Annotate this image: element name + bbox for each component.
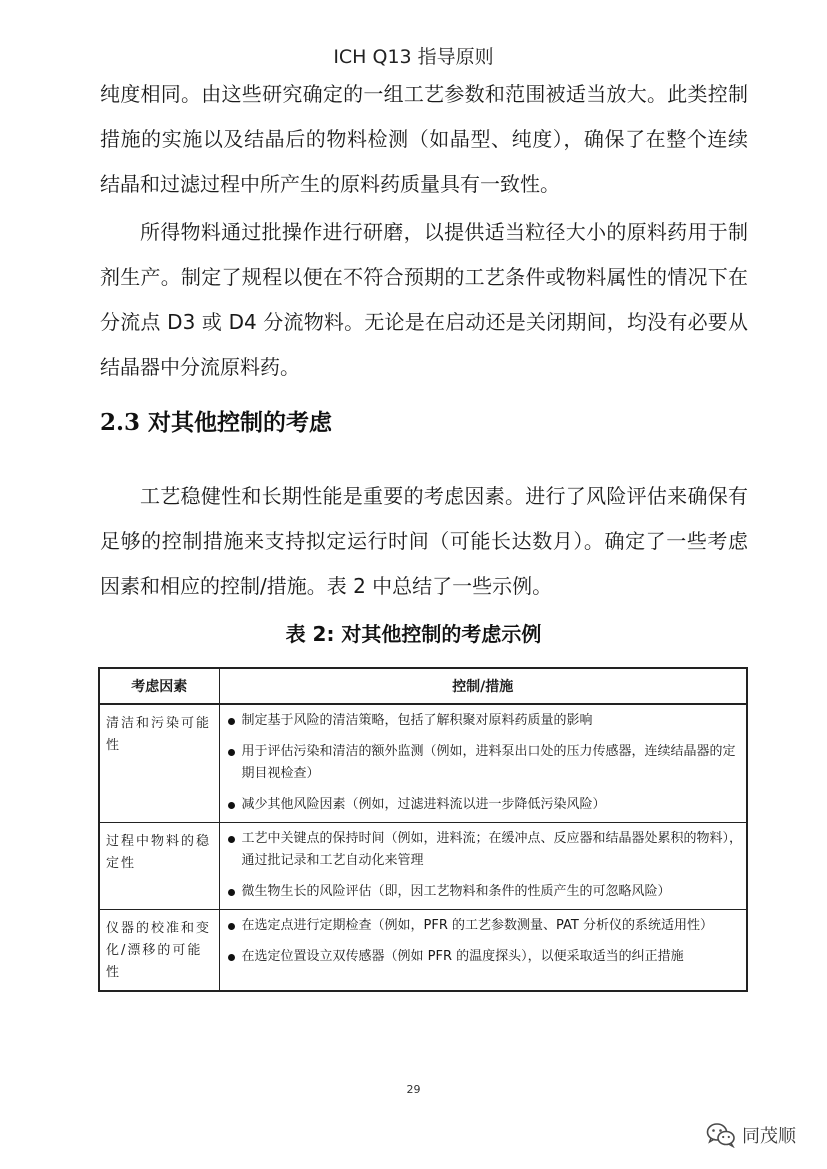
table-cell-measures: [219, 823, 747, 910]
measures-list: [226, 710, 743, 816]
table-header-row: [99, 668, 747, 704]
brand-watermark: [706, 1120, 796, 1150]
list-item: 制定基于风险的清洁策略，包括了解积聚对原料药质量的影响: [226, 710, 743, 732]
list-item: 微生物生长的风险评估（即，因工艺物料和条件的性质产生的可忽略风险）: [226, 881, 743, 903]
table-header-measures: 控制/措施: [219, 668, 747, 704]
table-caption: 表 2: 对其他控制的考虑示例: [285, 622, 542, 646]
list-item: 在选定位置设立双传感器（例如 PFR 的温度探头），以便采取适当的纠正措施: [226, 946, 743, 968]
table-row: [99, 823, 747, 910]
brand-name: 同茂顺: [742, 1126, 796, 1147]
table-cell-factor: 过程中物料的稳定性: [99, 823, 219, 910]
page-header-title: ICH Q13 指导原则: [333, 46, 494, 68]
paragraph-crystallization: 纯度相同。由这些研究确定的一组工艺参数和范围被适当放大。此类控制措施的实施以及结晶后的物料检测（如晶型、纯度），确保了在整个连续结晶和过滤过程中所产生的原料药质量具有一致性。: [100, 82, 748, 196]
measures-list: [226, 915, 743, 968]
table-header-factor: 考虑因素: [99, 668, 219, 704]
considerations-table: [98, 667, 748, 992]
list-item: 在选定点进行定期检查（例如，PFR 的工艺参数测量、PAT 分析仪的系统适用性）: [226, 915, 743, 937]
table-row: [99, 704, 747, 823]
section-title: 对其他控制的考虑: [148, 409, 332, 436]
table-row: [99, 910, 747, 992]
section-number: 2.3: [100, 409, 141, 436]
table-cell-measures: [219, 704, 747, 823]
page-number: 29: [406, 1083, 421, 1096]
wechat-icon: [706, 1122, 736, 1148]
section-heading: [100, 404, 332, 437]
list-item: 用于评估污染和清洁的额外监测（例如，进料泵出口处的压力传感器，连续结晶器的定期目视检查）: [226, 741, 743, 785]
table-cell-measures: [219, 910, 747, 992]
list-item: 工艺中关键点的保持时间（例如，进料流；在缓冲点、反应器和结晶器处累积的物料），通过批记录和工艺自动化来管理: [226, 828, 743, 872]
table-cell-factor: 仪器的校准和变化/漂移的可能性: [99, 910, 219, 992]
paragraph-milling: 所得物料通过批操作进行研磨，以提供适当粒径大小的原料药用于制剂生产。制定了规程以便在不符合预期的工艺条件或物料属性的情况下在分流点 D3 或 D4 分流物料。无论是在启动还是关闭期间，均没有必要从结晶器中分流原料药。: [100, 220, 748, 379]
list-item: 减少其他风险因素（例如，过滤进料流以进一步降低污染风险）: [226, 794, 743, 816]
measures-list: [226, 828, 743, 903]
paragraph-robustness: 工艺稳健性和长期性能是重要的考虑因素。进行了风险评估来确保有足够的控制措施来支持拟定运行时间（可能长达数月）。确定了一些考虑因素和相应的控制/措施。表 2 中总结了一些示例。: [100, 484, 748, 598]
table-cell-factor: 清洁和污染可能性: [99, 704, 219, 823]
